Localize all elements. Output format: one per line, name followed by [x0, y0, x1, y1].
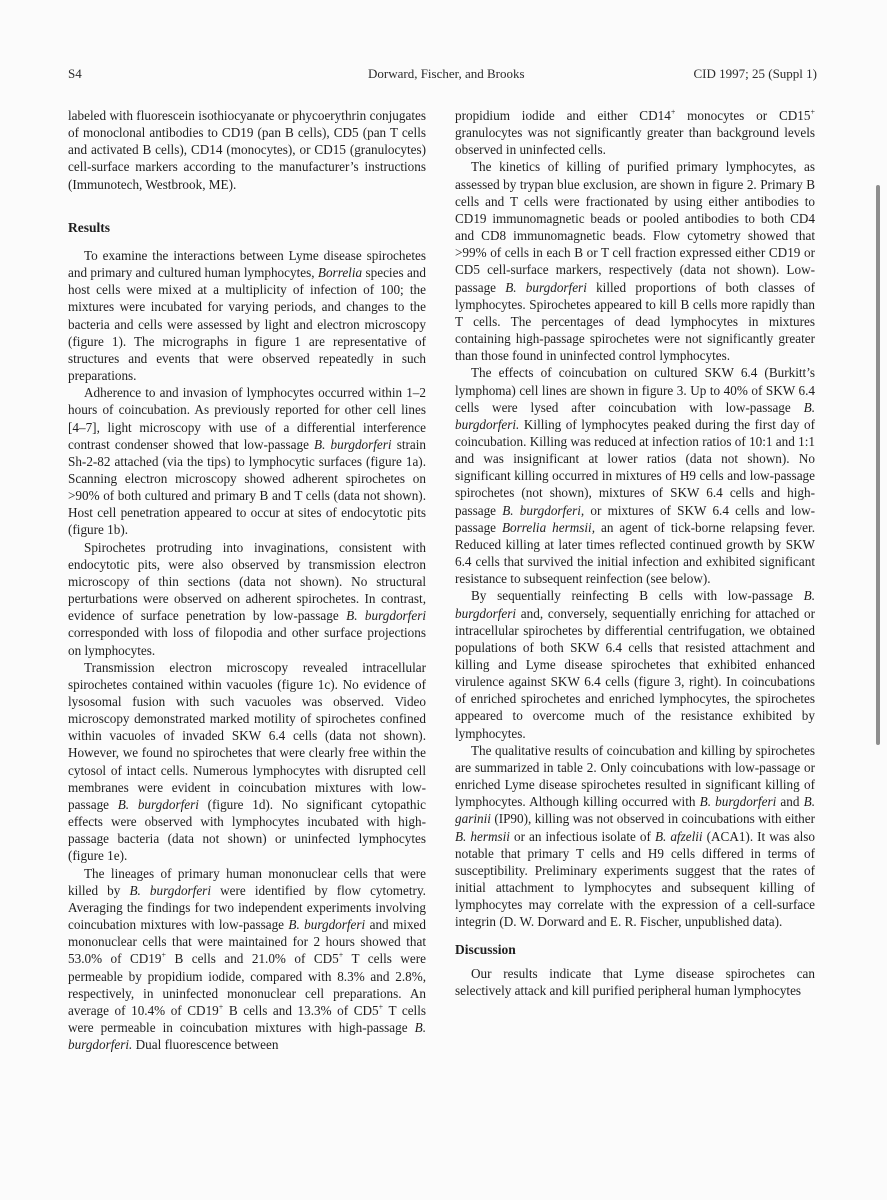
left-column	[68, 107, 426, 1053]
header-journal: CID 1997; 25 (Suppl 1)	[693, 66, 817, 81]
paragraph: Adherence to and invasion of lymphocytes occurred within 1–2 hours of coincubation. As previously reported for other cell lines [4–7], light microscopy with use of a differential interference contrast condenser showed that low-passage B. burgdorferi strain Sh-2-82 attached (via the tips) to lymphocytic surfaces (figure 1a). Scanning electron microscopy showed adherent spirochetes on >90% of both cultured and primary B and T cells (data not shown). Host cell penetration appeared to occur at sites of endocytotic pits (figure 1b).	[68, 385, 426, 538]
header-authors: Dorward, Fischer, and Brooks	[368, 66, 525, 81]
paragraph: To examine the interactions between Lyme disease spirochetes and primary and cultured human lymphocytes, Borrelia species and host cells were mixed at a multiplicity of infection of 100; the mixtures were incubated for varying periods, and changes to the bacteria and cells were assessed by light and electron microscopy (figure 1). The micrographs in figure 1 are representative of structures and events that were observed repeatedly in such preparations.	[68, 247, 426, 384]
section-heading-discussion: Discussion	[455, 941, 516, 957]
paragraph: The effects of coincubation on cultured SKW 6.4 (Burkitt’s lymphoma) cell lines are shown in figure 3. Up to 40% of SKW 6.4 cells were lysed after coincubation with low-passage B. burgdorferi. Killing of lymphocytes peaked during the first day of coincubation. Killing was reduced at infection ratios of 10:1 and 1:1 and was insignificant at lower ratios (data not shown). No significant killing occurred in mixtures of H9 cells and low-passage spirochetes (not shown), mixtures of SKW 6.4 cells and high-passage B. burgdorferi, or mixtures of SKW 6.4 cells and low-passage Borrelia hermsii, an agent of tick-borne relapsing fever. Reduced killing at later times reflected continued growth by SKW 6.4 cells that survived the initial infection and exhibited significant resistance to subsequent reinfection (see below).	[455, 365, 815, 587]
paragraph: By sequentially reinfecting B cells with low-passage B. burgdorferi and, conversely, sequentially enriching for attached or intracellular spirochetes by differential centrifugation, we obtained populations of both SKW 6.4 cells that resisted attachment and killing and Lyme disease spirochetes that exhibited enhanced virulence against SKW 6.4 cells (figure 3, right). In coincubations of enriched spirochetes and enriched lymphocytes, the spirochetes appeared to overcome much of the resistance exhibited by lymphocytes.	[455, 588, 815, 741]
running-header	[68, 66, 817, 84]
right-column	[455, 107, 815, 999]
paragraph: labeled with fluorescein isothiocyanate or phycoerythrin conjugates of monoclonal antibodies to CD19 (pan B cells), CD5 (pan T cells and activated B cells), CD14 (monocytes), or CD15 (granulocytes) cell-surface markers according to the manufacturer’s instructions (Immunotech, Westbrook, ME).	[68, 108, 426, 192]
section-heading-results: Results	[68, 219, 111, 235]
paragraph: Spirochetes protruding into invaginations, consistent with endocytotic pits, were also observed by transmission electron microscopy of thin sections (data not shown). No structural perturbations were observed on adherent spirochetes. In contrast, evidence of surface penetration by low-passage B. burgdorferi corresponded with loss of filopodia and other surface projections on lymphocytes.	[68, 539, 426, 658]
paragraph: The lineages of primary human mononuclear cells that were killed by B. burgdorferi were identified by flow cytometry. Averaging the findings for two independent experiments involving coincubation mixtures with low-passage B. burgdorferi and mixed mononuclear cells that were maintained for 2 hours showed that 53.0% of CD19+ B cells and 21.0% of CD5+ T cells were permeable by propidium iodide, compared with 8.3% and 2.8%, respectively, in uninfected mononuclear cell preparations. An average of 10.4% of CD19+ B cells and 13.3% of CD5+ T cells were permeable in coincubation mixtures with high-passage B. burgdorferi. Dual fluorescence between	[68, 865, 427, 1053]
paragraph: The qualitative results of coincubation and killing by spirochetes are summarized in table 2. Only coincubations with low-passage or enriched Lyme disease spirochetes resulted in significant killing of lymphocytes. Although killing occurred with B. burgdorferi and B. garinii (IP90), killing was not observed in coincubations with either B. hermsii or an infectious isolate of B. afzelii (ACA1). It was also notable that primary T cells and H9 cells differed in terms of susceptibility. Preliminary experiments suggest that the rates of initial attachment to lymphocytes and subsequent killing of lymphocytes may correlate with the expression of a cell-surface integrin (D. W. Dorward and E. R. Fischer, unpublished data).	[455, 742, 816, 930]
scrollbar[interactable]	[876, 185, 880, 745]
paragraph: The kinetics of killing of purified primary lymphocytes, as assessed by trypan blue exclusion, are shown in figure 2. Primary B cells and T cells were fractionated by using either antibodies to CD19 immunomagnetic beads or pooled antibodies to both CD4 and CD8 immunomagnetic beads. Flow cytometry showed that >99% of cells in each B or T cell fraction expressed either CD19 or CD5 cell-surface markers, respectively (data not shown). Low-passage B. burgdorferi killed proportions of both classes of lymphocytes. Spirochetes appeared to kill B cells more rapidly than T cells. The percentages of dead lymphocytes in mixtures containing high-passage spirochetes were not significantly greater than those found in uninfected control lymphocytes.	[455, 159, 815, 364]
paragraph: Transmission electron microscopy revealed intracellular spirochetes contained within vacuoles (figure 1c). No evidence of lysosomal fusion with such vacuoles was observed. Video microscopy demonstrated marked motility of spirochetes confined within vacuoles of invaded SKW 6.4 cells (data not shown). However, we found no spirochetes that were clearly free within the cytosol of intact cells. Numerous lymphocytes with disrupted cell membranes were evident in coincubation mixtures with low-passage B. burgdorferi (figure 1d). No significant cytopathic effects were observed with lymphocytes incubated with high-passage bacteria (data not shown) or uninfected lymphocytes (figure 1e).	[68, 659, 426, 864]
page-number: S4	[68, 66, 82, 81]
paragraph: propidium iodide and either CD14+ monocytes or CD15+ granulocytes was not significantly greater than background levels observed in uninfected cells.	[455, 107, 815, 158]
paragraph: Our results indicate that Lyme disease spirochetes can selectively attack and kill purified peripheral human lymphocytes	[455, 965, 815, 998]
